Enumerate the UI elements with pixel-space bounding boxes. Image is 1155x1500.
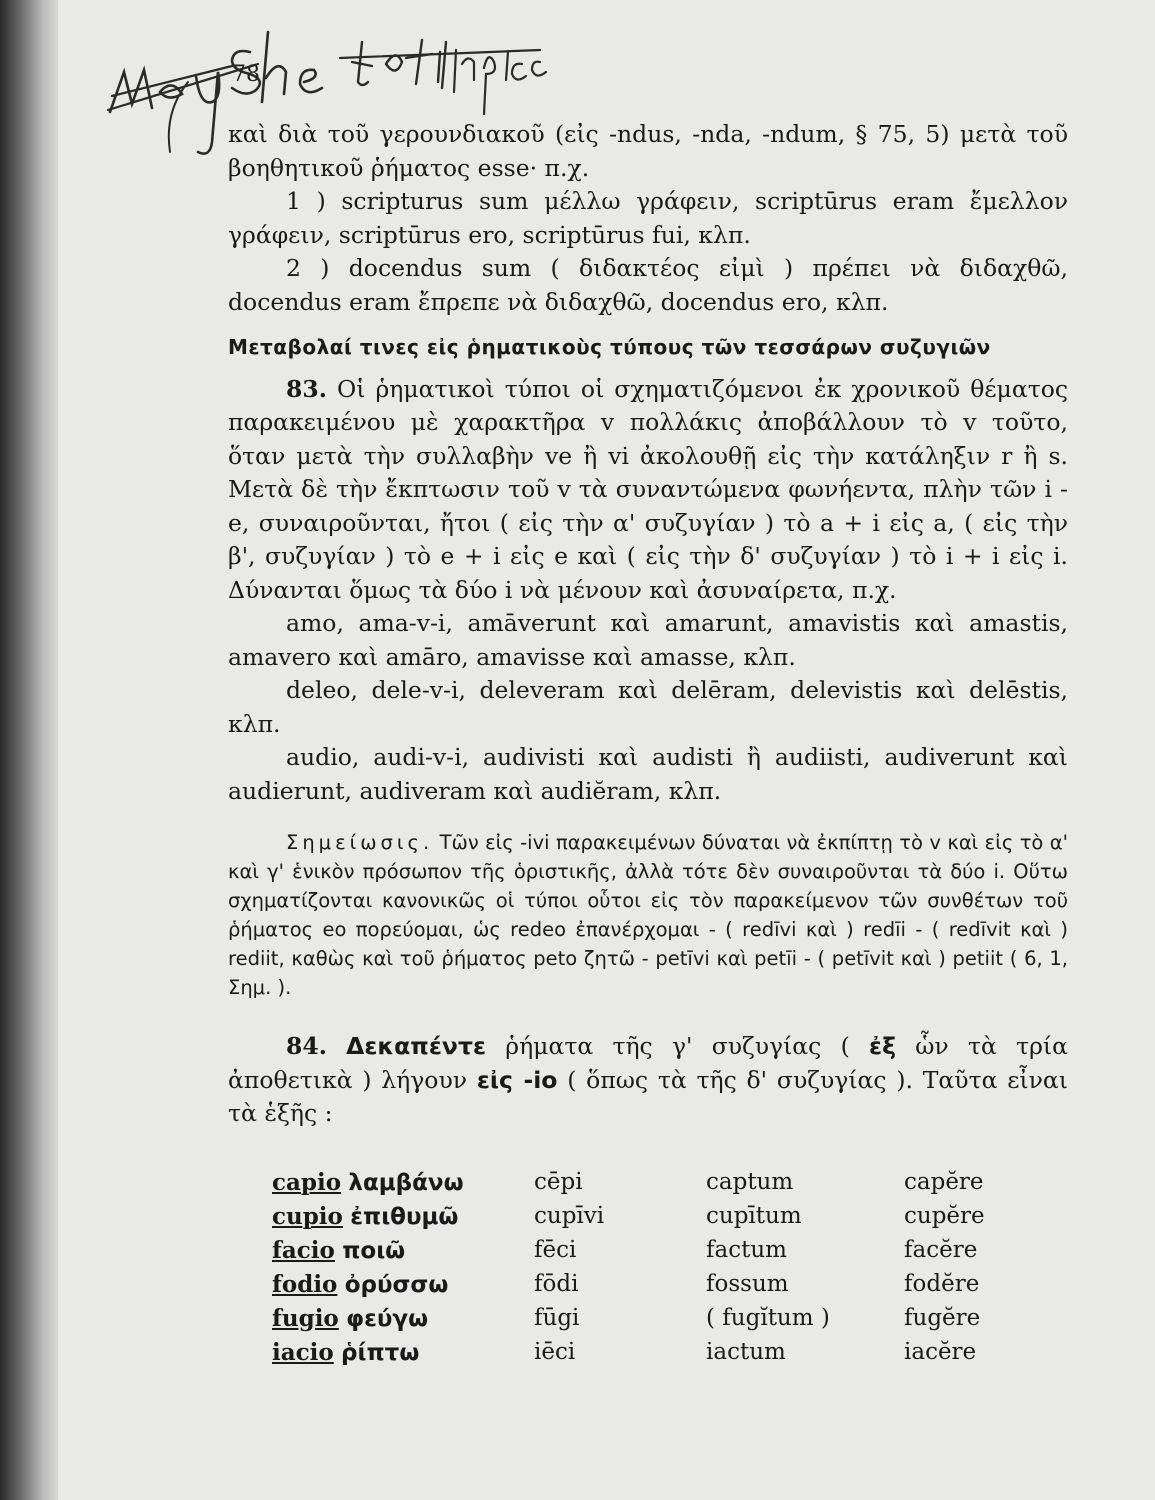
paragraph-gerundive: καὶ διὰ τοῦ γερουνδιακοῦ (εἰς -ndus, -nda, -ndum, § 75, 5) μετὰ τοῦ βοηθητικοῦ ῥήματος esse· π.χ. (228, 120, 1068, 182)
verb-present-cell (272, 1335, 534, 1369)
verb-row (272, 1165, 1064, 1199)
verb-greek: ἐπιθυμῶ (350, 1203, 459, 1230)
verb-present: fugio (272, 1304, 339, 1332)
verb-perfect: cupīvi (534, 1203, 605, 1229)
page-body (228, 118, 1068, 1131)
section-84-ex: ἐξ (869, 1032, 896, 1060)
verb-perfect: fēci (534, 1237, 577, 1263)
verb-supine: factum (706, 1237, 787, 1263)
section-83 (228, 373, 1068, 608)
section-84-text-1: ῥήματα τῆς γ' συζυγίας ( (486, 1032, 870, 1060)
verb-supine: fossum (706, 1271, 789, 1297)
example-audio: audio, audi-v-i, audivisti καὶ audisti ἢ audiisti, audiverunt καὶ audierunt, audiveram καὶ audiĕram, κλπ. (228, 743, 1068, 805)
verb-present-cell (272, 1199, 534, 1233)
verb-supine: captum (706, 1169, 794, 1195)
verb-infinitive: fugĕre (904, 1305, 981, 1331)
verb-present-cell (272, 1165, 534, 1199)
verb-perfect: fūgi (534, 1305, 580, 1331)
example-amo: amo, ama-v-i, amāverunt καὶ amarunt, amavistis καὶ amastis, amavero καὶ amāro, amavisse καὶ amasse, κλπ. (228, 609, 1068, 671)
verb-present: capio (272, 1168, 342, 1196)
verb-infinitive: fodĕre (904, 1271, 980, 1297)
verb-greek: ῥίπτω (341, 1339, 420, 1366)
verb-present-cell (272, 1267, 534, 1301)
verb-greek: ποιῶ (342, 1237, 406, 1264)
verb-perfect: fōdi (534, 1271, 579, 1297)
example-1: 1 ) scripturus sum μέλλω γράφειν, scriptūrus eram ἔμελλον γράφειν, scriptūrus ero, scriptūrus fui, κλπ. (228, 187, 1068, 249)
note-paragraph (228, 828, 1068, 1002)
verb-present-cell (272, 1233, 534, 1267)
verb-greek: λαμβάνω (348, 1169, 464, 1196)
verb-row (272, 1233, 1064, 1267)
verb-present: fodio (272, 1270, 338, 1298)
verb-infinitive: facĕre (904, 1237, 978, 1263)
verb-row (272, 1335, 1064, 1369)
verb-present: iacio (272, 1338, 334, 1366)
verb-supine: ( fugĭtum ) (706, 1305, 830, 1331)
section-83-text: Οἱ ῥηματικοὶ τύποι οἱ σχηματιζόμενοι ἐκ χρονικοῦ θέματος παρακειμένου μὲ χαρακτῆρα v πολλάκις ἀποβάλλουν τὸ v τοῦτο, ὅταν μετὰ τὴν συλλαβὴν ve ἢ vi ἀκολουθῇ εἰς τὴν κατάληξιν r ἢ s. Μετὰ δὲ τὴν ἔκπτωσιν τοῦ v τὰ συναντώμενα φωνήεντα, πλὴν τῶν i - e, συναιροῦνται, ἤτοι ( εἰς τὴν α' συζυγίαν ) τὸ a + i εἰς a, ( εἰς τὴν β', συζυγίαν ) τὸ e + i εἰς e καὶ ( εἰς τὴν δ' συζυγίαν ) τὸ i + i εἰς i. Δύνανται ὅμως τὰ δύο i νὰ μένουν καὶ ἀσυναίρετα, π.χ. (228, 374, 1068, 604)
section-84-text-2: ὧν τὰ τρία ἀποθετικὰ ) λήγουν (228, 1032, 1068, 1094)
book-gutter (0, 0, 58, 1500)
verb-table (272, 1165, 1064, 1369)
verb-present: cupio (272, 1202, 343, 1230)
verb-infinitive: cupĕre (904, 1203, 985, 1229)
example-2: 2 ) docendus sum ( διδακτέος εἰμὶ ) πρέπει νὰ διδαχθῶ, docendus eram ἔπρεπε νὰ διδαχθῶ, docendus ero, κλπ. (228, 254, 1068, 316)
page-number: 78 (232, 62, 260, 87)
verb-perfect: cēpi (534, 1169, 583, 1195)
note-label: Σημείωσις. (286, 831, 434, 854)
verb-greek: ὀρύσσω (344, 1271, 449, 1298)
verb-row (272, 1199, 1064, 1233)
section-84-text-3: ( ὅπως τὰ τῆς δ' συζυγίας ). Ταῦτα εἶναι τὰ ἑξῆς : (228, 1065, 1068, 1127)
verb-row (272, 1267, 1064, 1301)
verb-infinitive: capĕre (904, 1169, 984, 1195)
section-number: 84. (286, 1032, 327, 1060)
section-84 (228, 1030, 1068, 1131)
verb-row (272, 1301, 1064, 1335)
section-heading: Μεταβολαί τινες εἰς ῥηματικοὺς τύπους τῶν τεσσάρων συζυγιῶν (228, 335, 991, 359)
verb-present: facio (272, 1236, 335, 1264)
verb-perfect: iēci (534, 1339, 576, 1365)
verb-greek: φεύγω (346, 1305, 429, 1332)
verb-supine: iactum (706, 1339, 786, 1365)
verb-present-cell (272, 1301, 534, 1335)
verb-infinitive: iacĕre (904, 1339, 977, 1365)
note-text: Τῶν εἰς -ivi παρακειμένων δύναται νὰ ἐκπίπτῃ τὸ v καὶ εἰς τὸ α' καὶ γ' ἑνικὸν πρόσωπον τῆς ὁριστικῆς, ἀλλὰ τότε δὲν συναιροῦνται τὰ δύο i. Οὕτω σχηματίζονται κανονικῶς οἱ τύποι οὗτοι εἰς τὸν παρακείμενον τῶν συνθέτων τοῦ ῥήματος eo πορεύομαι, ὡς redeo ἐπανέρχομαι - ( redīvi καὶ ) redīi - ( redīvit καὶ ) rediit, καθὼς καὶ τοῦ ῥήματος peto ζητῶ - petīvi καὶ petīi - ( petīvit καὶ ) petiit ( 6, 1, Σημ. ). (228, 831, 1068, 999)
section-number: 83. (286, 374, 327, 403)
verb-supine: cupītum (706, 1203, 802, 1229)
section-84-lead: Δεκαπέντε (346, 1032, 487, 1060)
section-84-eis-io: εἰς -io (476, 1065, 558, 1094)
example-deleo: deleo, dele-v-i, deleveram καὶ delēram, delevistis καὶ delēstis, κλπ. (228, 676, 1068, 738)
